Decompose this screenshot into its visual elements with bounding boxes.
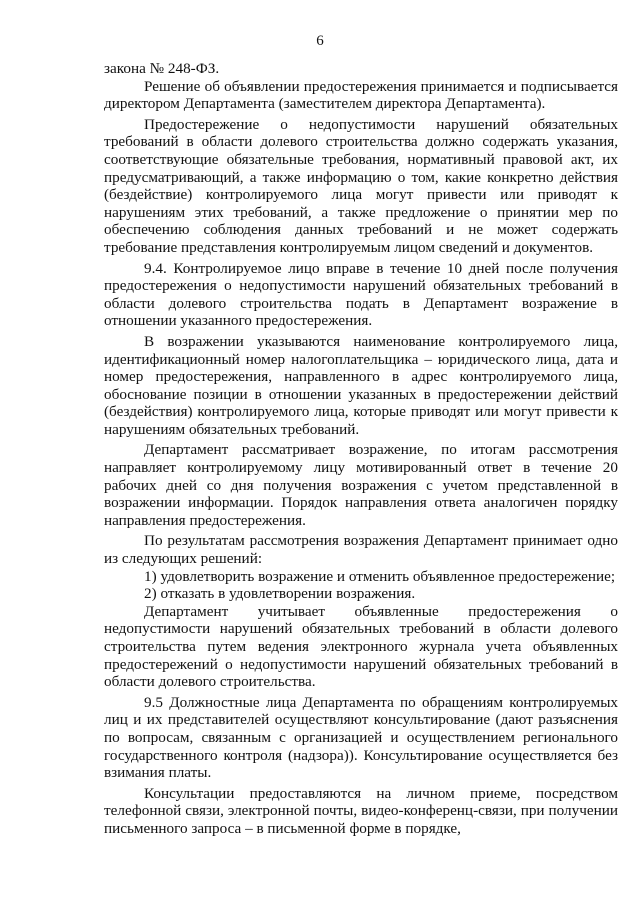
page-number: 6 bbox=[316, 33, 324, 49]
paragraph: закона № 248-ФЗ. bbox=[104, 60, 220, 77]
document-body bbox=[104, 60, 618, 838]
paragraph: 9.4. Контролируемое лицо вправе в течение 10 дней после получения предостережения о недопустимости нарушений обязательных требований в области долевого строительства подать в Департамент возражение в отношении указанного предостережения. bbox=[104, 259, 618, 330]
paragraph: Предостережение о недопустимости нарушений обязательных требований в области долевого строительства должно содержать указания, соответствующие обязательные требования, нормативный правовой акт, их предусматривающий, а также информацию о том, какие конкретно действия (бездействие) контролируемого лица могут привести или приводят к нарушениям этих требований, а также предложение о принятии мер по обеспечению соблюдения данных требований и не может содержать требование представления контролируемым лицом сведений и документов. bbox=[104, 115, 618, 256]
paragraph: Департамент учитывает объявленные предостережения о недопустимости нарушений обязательных требований в области долевого строительства путем ведения электронного журнала учета объявленных предостережений о недопустимости нарушений обязательных требований в области долевого строительства. bbox=[104, 602, 618, 691]
list-item: 2) отказать в удовлетворении возражения. bbox=[144, 585, 416, 603]
paragraph: Решение об объявлении предостережения принимается и подписывается директором Департамента (заместителем директора Департамента). bbox=[104, 77, 618, 113]
paragraph: В возражении указываются наименование контролируемого лица, идентификационный номер налогоплательщика – юридического лица, дата и номер предостережения, направленного в адрес контролируемого лица, обоснование позиции в отношении указанных в предостережении действий (бездействия) контролируемого лица, которые приводят или могут привести к нарушениям обязательных требований. bbox=[104, 332, 618, 438]
paragraph: 9.5 Должностные лица Департамента по обращениям контролируемых лиц и их представителей осуществляют консультирование (дают разъяснения по вопросам, связанным с организацией и осуществлением регионального государственного контроля (надзора)). Консультирование осуществляется без взимания платы. bbox=[104, 693, 618, 782]
paragraph: По результатам рассмотрения возражения Департамент принимает одно из следующих решений: bbox=[104, 532, 618, 568]
paragraph: Консультации предоставляются на личном приеме, посредством телефонной связи, электронной почты, видео-конференц-связи, при получении письменного запроса – в письменной форме в порядке, bbox=[104, 784, 618, 837]
list-item: 1) удовлетворить возражение и отменить объявленное предостережение; bbox=[144, 567, 616, 585]
paragraph: Департамент рассматривает возражение, по итогам рассмотрения направляет контролируемому лицу мотивированный ответ в течение 20 рабочих дней со дня получения возражения с учетом представленной в возражении информации. Порядок направления ответа аналогичен порядку направления предостережения. bbox=[104, 441, 618, 529]
